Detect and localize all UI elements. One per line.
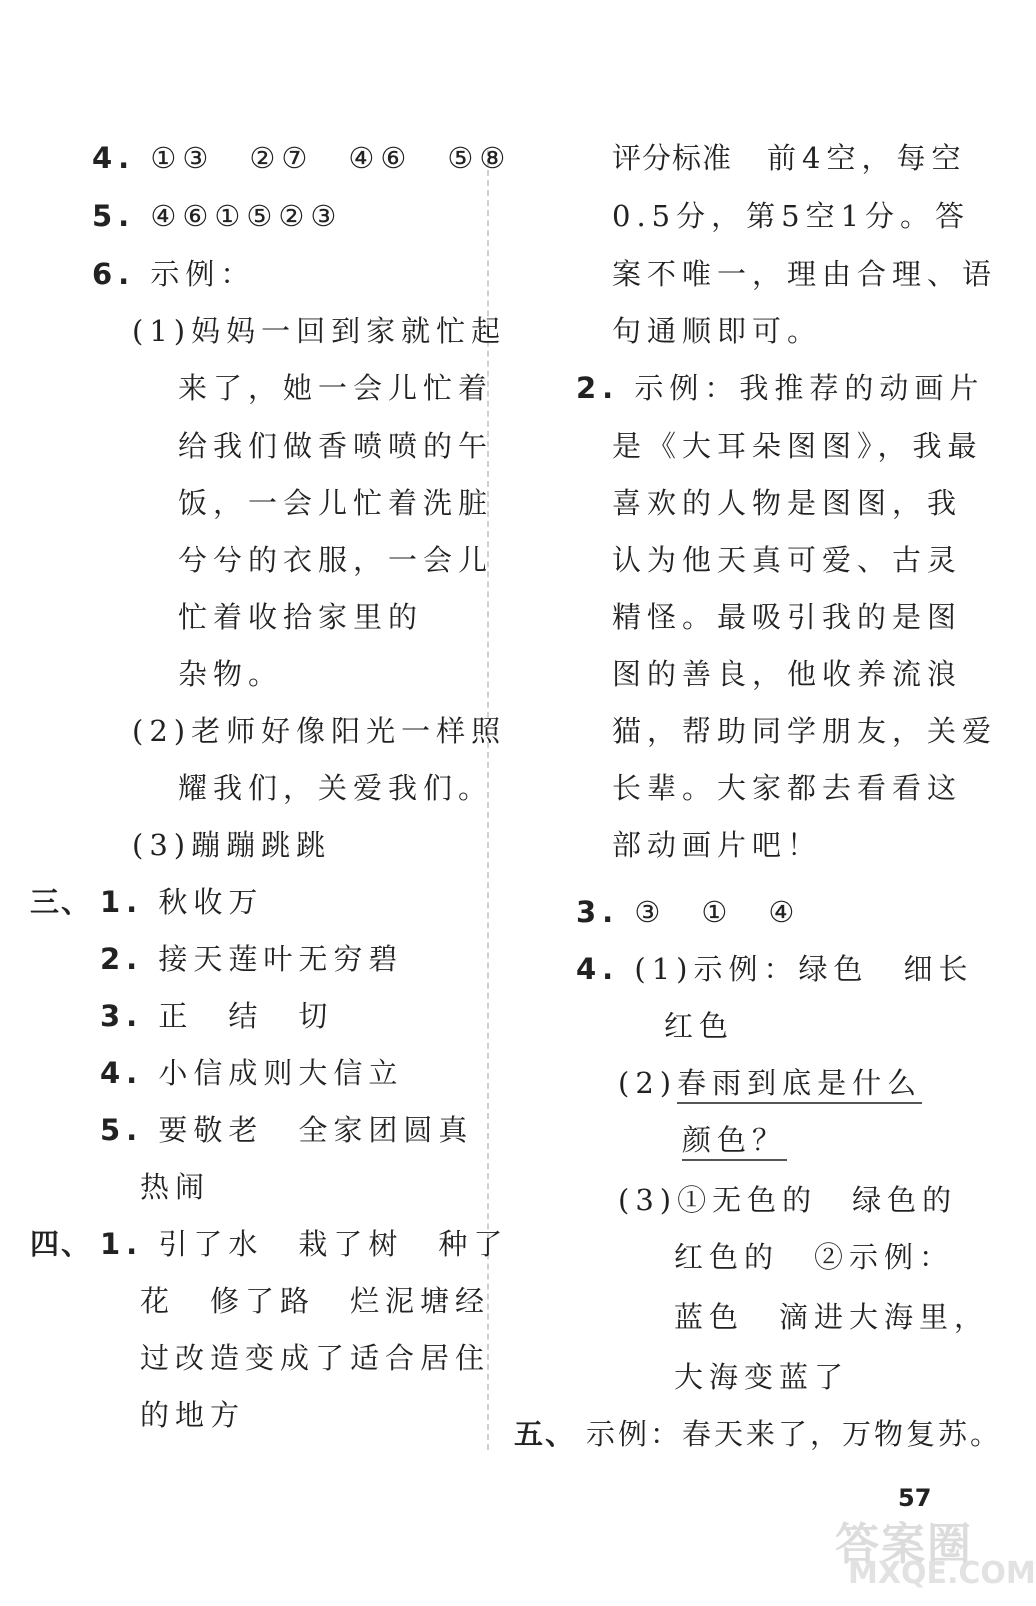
answer-line: 花 修了路 烂泥塘经: [140, 1284, 491, 1318]
answer-line: (2)春雨到底是什么: [618, 1063, 922, 1103]
answer-line: 2. 示例：我推荐的动画片: [576, 371, 985, 405]
answer-line: 3. ③ ① ④: [576, 895, 801, 929]
answer-line: 3. 正 结 切: [100, 999, 334, 1033]
section-heading-5: 五、: [514, 1417, 577, 1451]
answer-line: 示例：春天来了，万物复苏。: [586, 1417, 1003, 1451]
answer-line: 图的善良，他收养流浪: [612, 657, 963, 691]
answer-line: 杂物。: [178, 657, 284, 691]
answer-line: 4. (1)示例：绿色 细长: [576, 952, 974, 986]
answer-line: 忙着收拾家里的: [178, 600, 424, 634]
watermark-logo: 答案圈: [835, 1519, 973, 1570]
section-heading-3: 三、: [30, 885, 93, 919]
answer-line: 兮兮的衣服，一会儿: [178, 543, 494, 577]
answer-line: 喜欢的人物是图图，我: [612, 486, 963, 520]
answer-line: 1. 引了水 栽了树 种了: [100, 1227, 509, 1261]
answer-line: 4. 小信成则大信立: [100, 1056, 404, 1090]
answer-line: 1. 秋收万: [100, 885, 264, 919]
answer-line: 红色的 ②示例：: [674, 1240, 955, 1274]
underlined-answer: 春雨到底是什么: [677, 1066, 922, 1104]
answer-line: [682, 1120, 787, 1160]
answer-line: 给我们做香喷喷的午: [178, 429, 494, 463]
answer-line: 0.5分，第5空1分。答: [612, 199, 971, 233]
answer-line: 案不唯一，理由合理、语: [612, 257, 998, 291]
answer-line: 红色: [664, 1009, 735, 1043]
answer-line: (2)老师好像阳光一样照: [132, 714, 507, 748]
answer-line: (1)妈妈一回到家就忙起: [132, 314, 507, 348]
answer-line: 的地方: [140, 1398, 246, 1432]
answer-line: 大海变蓝了: [674, 1360, 850, 1394]
answer-line: 4. ①③ ②⑦ ④⑥ ⑤⑧: [92, 141, 512, 175]
answer-line: 5. 要敬老 全家团圆真: [100, 1113, 474, 1147]
watermark-url: MXQE.COM: [848, 1556, 1036, 1591]
answer-line: 热闹: [140, 1170, 211, 1204]
answer-line: (3)蹦蹦跳跳: [132, 828, 332, 862]
scoring-label: 评分标准: [612, 141, 733, 175]
answer-line: 饭，一会儿忙着洗脏: [178, 486, 494, 520]
answer-line: 是《大耳朵图图》，我最: [612, 429, 983, 463]
answer-line: 来了，她一会儿忙着: [178, 371, 494, 405]
answer-line: 猫，帮助同学朋友，关爱: [612, 714, 998, 748]
answer-line: 5. ④⑥①⑤②③: [92, 199, 343, 233]
answer-line: 蓝色 滴进大海里，: [674, 1300, 990, 1334]
answer-line: 部动画片吧！: [612, 828, 823, 862]
answer-line: 长辈。大家都去看看这: [612, 771, 963, 805]
answer-line: 评分标准 前4空，每空: [612, 141, 967, 175]
underlined-answer: 颜色？: [682, 1123, 787, 1161]
page-number: 57: [898, 1484, 932, 1512]
answer-line: 耀我们，关爱我们。: [178, 771, 494, 805]
answer-line: 6. 示例：: [92, 257, 256, 291]
answer-line: 过改造变成了适合居住: [140, 1341, 491, 1375]
answer-line: (3)①无色的 绿色的: [618, 1183, 958, 1217]
section-heading-4: 四、: [30, 1227, 93, 1261]
answer-line: 认为他天真可爱、古灵: [612, 543, 963, 577]
answer-line: 2. 接天莲叶无穷碧: [100, 942, 404, 976]
answer-line: 句通顺即可。: [612, 314, 823, 348]
answer-line: 精怪。最吸引我的是图: [612, 600, 963, 634]
